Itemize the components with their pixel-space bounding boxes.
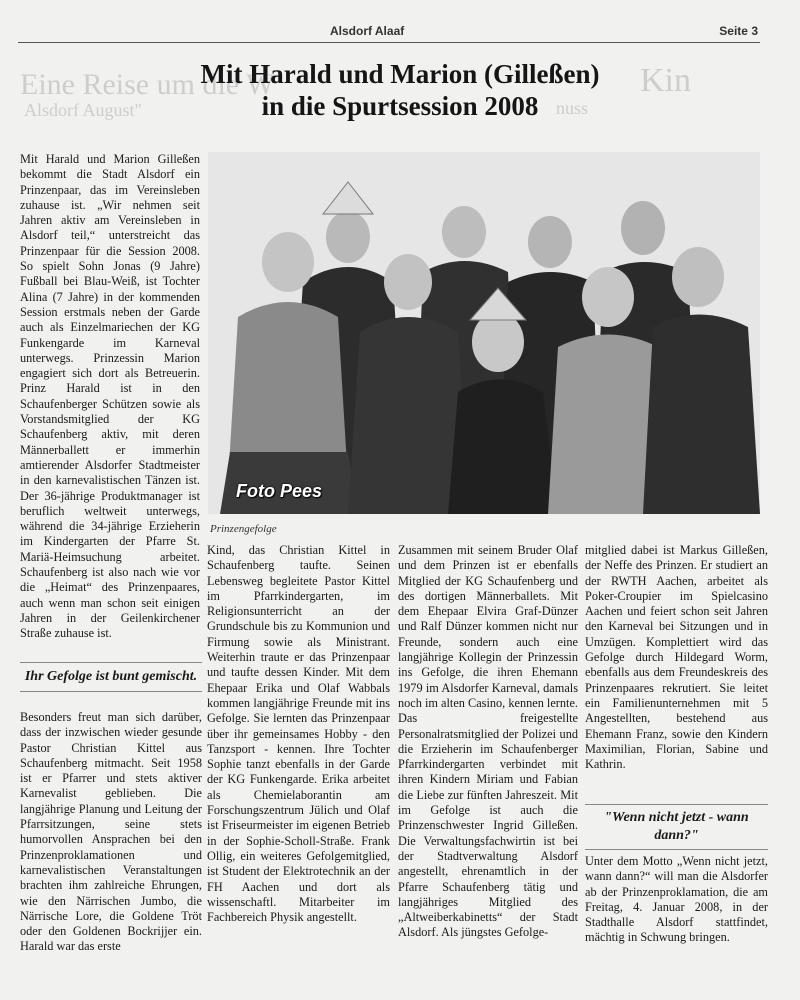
- article-paragraph: Besonders freut man sich darüber, dass der inzwischen wieder gesunde Pastor Christian Kittel aus Schaufenberg mitmacht. Seit 1958 ist er Pfarrer und stets aktiver Karnevalist geblieben. Die langjährige Planung und Leitung der Pfarrsitzungen, seine stets humorvollen Ansprachen bei den Prinzenproklamationen und karnevalistischen Veranstaltungen brachten ihm zahlreiche Ehrungen, wie den Närrischen Jumbo, die Närrische Lore, die Goldene Tröt oder den Goldenen Bockrijjer ein. Harald war das erste: [20, 710, 202, 954]
- ghost-text-bleed-4: Alsdorf August": [24, 100, 142, 120]
- article-column-1b: [20, 710, 202, 955]
- header-publication: Alsdorf Alaaf: [330, 24, 405, 38]
- header-page-number: Seite 3: [719, 24, 758, 38]
- photo-caption: Prinzengefolge: [210, 523, 277, 535]
- article-column-4b: [585, 854, 768, 946]
- article-paragraph: Zusammen mit seinem Bruder Olaf und dem Prinzen ist er ebenfalls Mitglied der KG Schaufenberg und des dortigen Männerballets. Mit dem Ehepaar Elvira Graf-Dünzer und Ralf Dünzer kommen nicht nur Freunde, sondern auch eine langjährige Kollegin der Prinzessin ins Gefolge, die ihren Ehemann 1979 im Alsdorfer Karneval, damals noch im alten Casino, kennen lernte. Das freigestellte Personalratsmitglied der Polizei und die Erzieherin im Schaufenberger Pfarrkindergarten verbindet mit ihren Kindern Miriam und Fabian die Liebe zur fünften Jahreszeit. Mit im Gefolge ist auch die Prinzenschwester Ingrid Gilleßen. Die Verwaltungsfachwirtin ist bei der Stadtverwaltung Alsdorf angestellt, ehrenamtlich in der Pfarre Schaufenberg tätig und langjähriges Mitglied des „Altweiberkabinetts“ der Stadt Alsdorf. Als jüngstes Gefolge-: [398, 543, 578, 940]
- article-column-2: [207, 543, 390, 925]
- header-rule: [18, 42, 760, 43]
- article-column-4: [585, 543, 768, 772]
- pull-quote: Ihr Gefolge ist bunt gemischt.: [20, 662, 202, 692]
- group-photo-illustration: [208, 152, 760, 514]
- ghost-text-bleed-2: Eine Reise um die W: [20, 68, 275, 101]
- photo-credit: Foto Pees: [236, 481, 323, 501]
- group-photo: [208, 152, 760, 514]
- article-paragraph: Kind, das Christian Kittel in Schaufenberg taufte. Seinen Lebensweg begleitete Pastor Kittel im Pfarrkindergarten, im Religionsunterricht an der Grundschule bis zu Kommunion und Firmung sowie als Ministrant. Weiterhin traute er das Prinzenpaar und taufte dessen Kinder. Mit dem Ehepaar Erika und Olaf Wabbals kommen langjährige Freunde mit ins Gefolge. Sie lernten das Prinzenpaar über ihr gemeinsames Hobby - den Tanzsport - kennen. Ihre Tochter Sophie tanzt ebenfalls in der Garde der KG Funkengarde. Erika arbeitet als Chemielaborantin am Forschungszentrum Jülich und Olaf ist Friseurmeister im eigenen Betrieb in der Sophie-Scholl-Straße. Frank Ollig, ein weiteres Gefolgemitglied, ist Student der Elektrotechnik an der FH Aachen und dort als wissenschaftl. Mitarbeiter im Fachbereich Physik angestellt.: [207, 543, 390, 925]
- pull-quote: "Wenn nicht jetzt - wann dann?": [585, 804, 768, 850]
- headline-line-2: in die Spurtsession 2008: [261, 91, 539, 121]
- article-column-1: [20, 152, 200, 642]
- headline-line-1: Mit Harald und Marion (Gilleßen): [200, 59, 600, 89]
- ghost-text-bleed-3: nuss: [556, 98, 589, 118]
- article-paragraph: Unter dem Motto „Wenn nicht jetzt, wann dann?“ will man die Alsdorfer ab der Prinzenproklamation, die am Freitag, 4. Januar 2008, in der Stadthalle Alsdorf stattfindet, mächtig in Schwung bringen.: [585, 854, 768, 945]
- article-paragraph: Mit Harald und Marion Gilleßen bekommt die Stadt Alsdorf ein Prinzenpaar, das im Vereinsleben zuhause ist. „Wir nehmen seit Jahren aktiv am Vereinsleben in Alsdorf teil,“ unterstreicht das Prinzenpaar für die Session 2008. So spielt Sohn Jonas (9 Jahre) Fußball bei Blau-Weiß, ist Tochter Alina (7 Jahre) in der kommenden Session erstmals neben der Garde auch als Einzelmariechen der KG Funkengarde im Karneval unterwegs. Prinzessin Marion engagiert sich dort als Betreuerin. Prinz Harald ist in den Schaufenberger Schützen sowie als Vorstandsmitglied der KG Schaufenberg aktiv, mit deren Männerballett er immerhin amtierender Alsdorfer Stadtmeister in den karnevalistischen Tänzen ist. Der 36-jährige Produktmanager ist beruflich weltweit unterwegs, während die 34-jährige Erzieherin im Kindergarten der Pfarre St. Mariä-Heimsuchung arbeitet. Schaufenberg ist also nach wie vor die „Heimat“ des Prinzenpaares, auch wenn man schon seit einigen Jahren in der Geilenkirchener Straße zuhause ist.: [20, 152, 200, 641]
- article-column-3: [398, 543, 578, 941]
- article-paragraph: mitglied dabei ist Markus Gilleßen, der Neffe des Prinzen. Er studiert an der RWTH Aachen, arbeitet als Poker-Croupier im Spielcasino Aachen und feiert schon seit Jahren den Karneval bei Sitzungen und in Umzügen. Komplettiert wird das Gefolge durch Hildegard Worm, ebenfalls aus dem Freundeskreis des Prinzenpaares rekrutiert. Sie leitet ein Familienunternehmen mit 5 Angestellten, bestehend aus Ehemann Franz, sowie den Kindern Maximilian, Florian, Sabine und Kathrin.: [585, 543, 768, 772]
- ghost-text-bleed-1: Kin: [640, 62, 691, 99]
